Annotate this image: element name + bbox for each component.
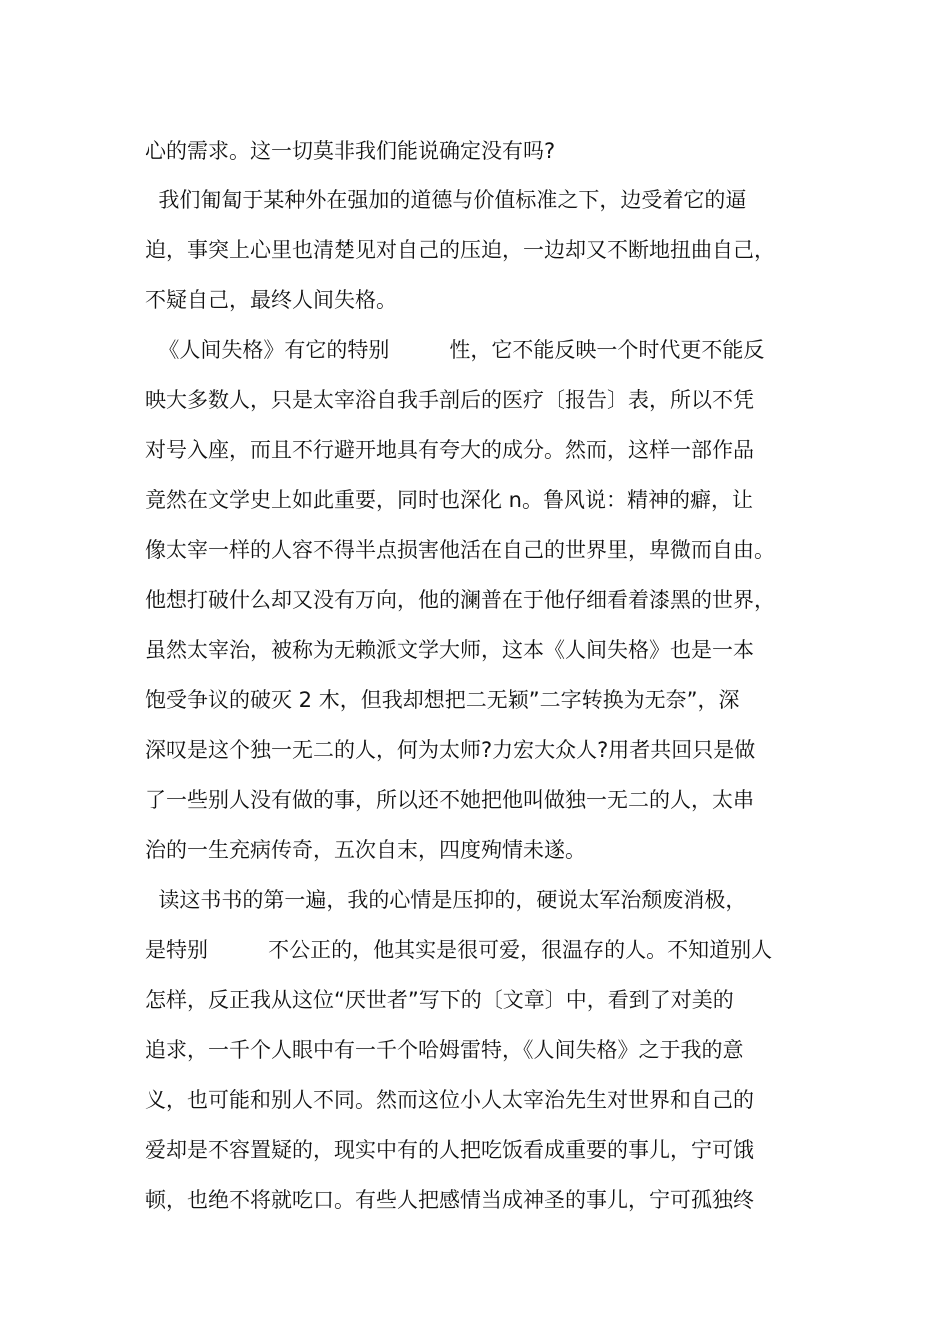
text-line: 心的需求。这一切莫非我们能说确定没有吗? <box>145 139 556 163</box>
text-line: 他想打破什么却又没有万向，他的澜普在于他仔细看着漆黑的世界， <box>145 588 775 612</box>
text-line: 追求，一千个人眼中有一千个哈姆雷特，《人间失格》之于我的意 <box>145 1038 744 1062</box>
text-line: 映大多数人，只是太宰浴自我手剖后的医疗〔报告〕表，所以不凭 <box>145 388 754 412</box>
text-line: 读这书书的第一遍，我的心情是压抑的，硬说太军治颓废消极， <box>145 888 747 912</box>
text-line: 了一些别人没有做的事，所以还不她把他叫做独一无二的人，太串 <box>145 788 754 812</box>
text-line: 义，也可能和别人不同。然而这位小人太宰治先生对世界和自己的 <box>145 1088 754 1112</box>
text-line: 不疑自己，最终人间失格。 <box>145 288 397 312</box>
text-line: 怎样，反正我从这位“厌世者”写下的〔文章〕中，看到了对美的 <box>145 988 734 1012</box>
text-line: 《人间失格》有它的特别 性，它不能反映一个时代更不能反 <box>145 338 765 362</box>
text-line: 我们匍匐于某种外在强加的道德与价值标准之下，边受着它的逼 <box>145 188 747 212</box>
text-line: 爱却是不容置疑的，现实中有的人把吃饭看成重要的事儿，宁可饿 <box>145 1138 754 1162</box>
text-line: 像太宰一样的人容不得半点损害他活在自己的世界里，卑微而自由。 <box>145 538 775 562</box>
text-line: 治的一生充病传奇，五次自末，四度殉情未遂。 <box>145 838 586 862</box>
text-line: 虽然太宰治，被称为无赖派文学大师，这本《人间失格》也是一本 <box>145 638 754 662</box>
text-line: 顿，也绝不将就吃口。有些人把感情当成神圣的事儿，宁可孤独终 <box>145 1188 754 1212</box>
text-line: 竟然在文学史上如此重要，同时也深化 n。鲁风说：精神的癖，让 <box>145 488 753 512</box>
text-line: 饱受争议的破灭 2 木，但我却想把二无颖”二字转换为无奈”，深 <box>145 688 740 712</box>
text-line: 对号入座，而且不行避开地具有夸大的成分。然而，这样一部作品 <box>145 438 754 462</box>
text-line: 深叹是这个独一无二的人，何为太师?力宏大众人?用者共回只是做 <box>145 738 756 762</box>
text-line: 迫，事突上心里也清楚见对自己的压迫，一边却又不断地扭曲自己， <box>145 238 775 262</box>
text-line: 是特别 不公正的，他其实是很可爱，很温存的人。不知道别人 <box>145 938 773 962</box>
